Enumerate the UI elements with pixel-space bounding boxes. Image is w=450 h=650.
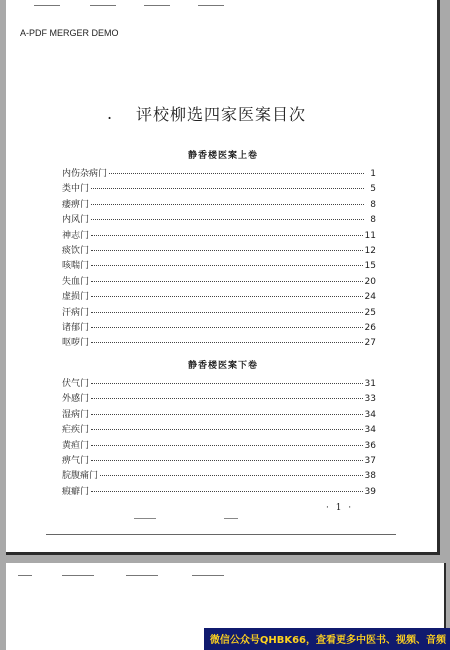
- dot-leader: [100, 475, 363, 476]
- dot-leader: [91, 414, 363, 415]
- toc-entry[interactable]: [62, 166, 376, 181]
- toc-entry-label: 疟疾门: [62, 425, 90, 436]
- scan-artifact-dash: [134, 518, 156, 519]
- toc-entry[interactable]: [62, 320, 376, 335]
- page-number: · 1 ·: [326, 503, 354, 513]
- page-title: 评校柳选四家医案目次: [136, 105, 307, 124]
- toc-entry-page: 39: [364, 486, 376, 497]
- toc-entry-page: 37: [364, 455, 376, 466]
- watermark-text: A-PDF MERGER DEMO: [20, 28, 119, 38]
- toc-entry-label: 瘕癖门: [62, 486, 90, 497]
- toc-entry-label: 外感门: [62, 394, 90, 405]
- scan-artifact-dash: [224, 518, 238, 519]
- promo-banner: 微信公众号QHBK66，查看更多中医书、视频、音频: [204, 628, 450, 650]
- section-heading: 静香楼医案上卷: [187, 151, 258, 161]
- toc-entry[interactable]: [62, 197, 376, 212]
- toc-entry[interactable]: [62, 243, 376, 258]
- dot-leader: [91, 235, 363, 236]
- footer-rule: [46, 534, 396, 535]
- toc-entry-page: 5: [370, 184, 376, 195]
- section-heading: 静香楼医案下卷: [187, 361, 258, 371]
- toc-entry-page: 27: [364, 338, 376, 349]
- toc-entry-label: 类中门: [62, 184, 90, 195]
- toc-entry-page: 25: [364, 307, 376, 318]
- toc-entry-label: 黄疸门: [62, 440, 90, 451]
- toc-entry[interactable]: [62, 468, 376, 483]
- toc-entry[interactable]: [62, 258, 376, 273]
- toc-entry[interactable]: [62, 391, 376, 406]
- toc-entry-label: 虚损门: [62, 292, 90, 303]
- dot-leader: [91, 491, 363, 492]
- dot-leader: [91, 281, 363, 282]
- toc-entry-page: 34: [364, 425, 376, 436]
- dot-leader: [91, 188, 364, 189]
- toc-entry[interactable]: [62, 305, 376, 320]
- toc-entry[interactable]: [62, 289, 376, 304]
- toc-entry[interactable]: [62, 228, 376, 243]
- toc-entry[interactable]: [62, 438, 376, 453]
- toc-entry-label: 伏气门: [62, 379, 90, 389]
- dot-leader: [91, 383, 363, 384]
- toc-entry-page: 11: [364, 230, 376, 241]
- toc-entry-label: 痿痹门: [62, 199, 90, 210]
- toc-entry[interactable]: [62, 181, 376, 196]
- toc-entry[interactable]: [62, 212, 376, 227]
- toc-entry[interactable]: [62, 453, 376, 468]
- scan-artifact-dash: [62, 575, 94, 576]
- title-bullet: .: [107, 104, 113, 123]
- scan-artifact-dash: [34, 5, 60, 6]
- scan-artifact-dash: [18, 575, 32, 576]
- toc-entry-label: 神志门: [62, 230, 90, 241]
- toc-entry-label: 内伤杂病门: [62, 169, 108, 179]
- toc-entry-page: 8: [370, 215, 376, 226]
- toc-entry-page: 8: [370, 199, 376, 210]
- dot-leader: [91, 265, 363, 266]
- toc-list-upper: [62, 166, 376, 351]
- toc-entry[interactable]: [62, 335, 376, 350]
- dot-leader: [91, 429, 363, 430]
- toc-entry-label: 诸郁门: [62, 322, 90, 333]
- toc-entry-page: 31: [364, 379, 376, 389]
- scan-artifact-dash: [144, 5, 170, 6]
- toc-entry[interactable]: [62, 407, 376, 422]
- dot-leader: [91, 312, 363, 313]
- toc-entry-page: 36: [364, 440, 376, 451]
- dot-leader: [91, 250, 363, 251]
- toc-entry-label: 失血门: [62, 276, 90, 287]
- scan-artifact-dash: [192, 575, 224, 576]
- toc-entry[interactable]: [62, 376, 376, 391]
- dot-leader: [91, 398, 363, 399]
- scan-artifact-dash: [126, 575, 158, 576]
- toc-entry-label: 汗病门: [62, 307, 90, 318]
- dot-leader: [91, 342, 363, 343]
- toc-entry-label: 呕哕门: [62, 338, 90, 349]
- document-page: [6, 0, 440, 555]
- toc-entry-label: 痰饮门: [62, 245, 90, 256]
- toc-entry-page: 33: [364, 394, 376, 405]
- toc-entry-page: 34: [364, 409, 376, 420]
- toc-entry-page: 12: [364, 245, 376, 256]
- toc-entry-page: 1: [370, 169, 376, 179]
- toc-entry[interactable]: [62, 484, 376, 499]
- toc-entry-page: 38: [364, 471, 376, 482]
- toc-entry-label: 脘腹痛门: [62, 471, 99, 482]
- toc-entry-page: 26: [364, 322, 376, 333]
- toc-entry-page: 20: [364, 276, 376, 287]
- dot-leader: [91, 296, 363, 297]
- toc-entry-page: 15: [364, 261, 376, 272]
- toc-entry[interactable]: [62, 274, 376, 289]
- toc-entry-label: 湿病门: [62, 409, 90, 420]
- dot-leader: [91, 327, 363, 328]
- dot-leader: [91, 445, 363, 446]
- dot-leader: [91, 204, 364, 205]
- scan-artifact-dash: [90, 5, 116, 6]
- dot-leader: [91, 219, 364, 220]
- toc-entry[interactable]: [62, 422, 376, 437]
- toc-list-lower: [62, 376, 376, 499]
- toc-entry-label: 咳喘门: [62, 261, 90, 272]
- scan-artifact-dash: [198, 5, 224, 6]
- toc-entry-label: 内风门: [62, 215, 90, 226]
- toc-entry-label: 痹气门: [62, 455, 90, 466]
- dot-leader: [91, 460, 363, 461]
- dot-leader: [109, 173, 364, 174]
- toc-entry-page: 24: [364, 292, 376, 303]
